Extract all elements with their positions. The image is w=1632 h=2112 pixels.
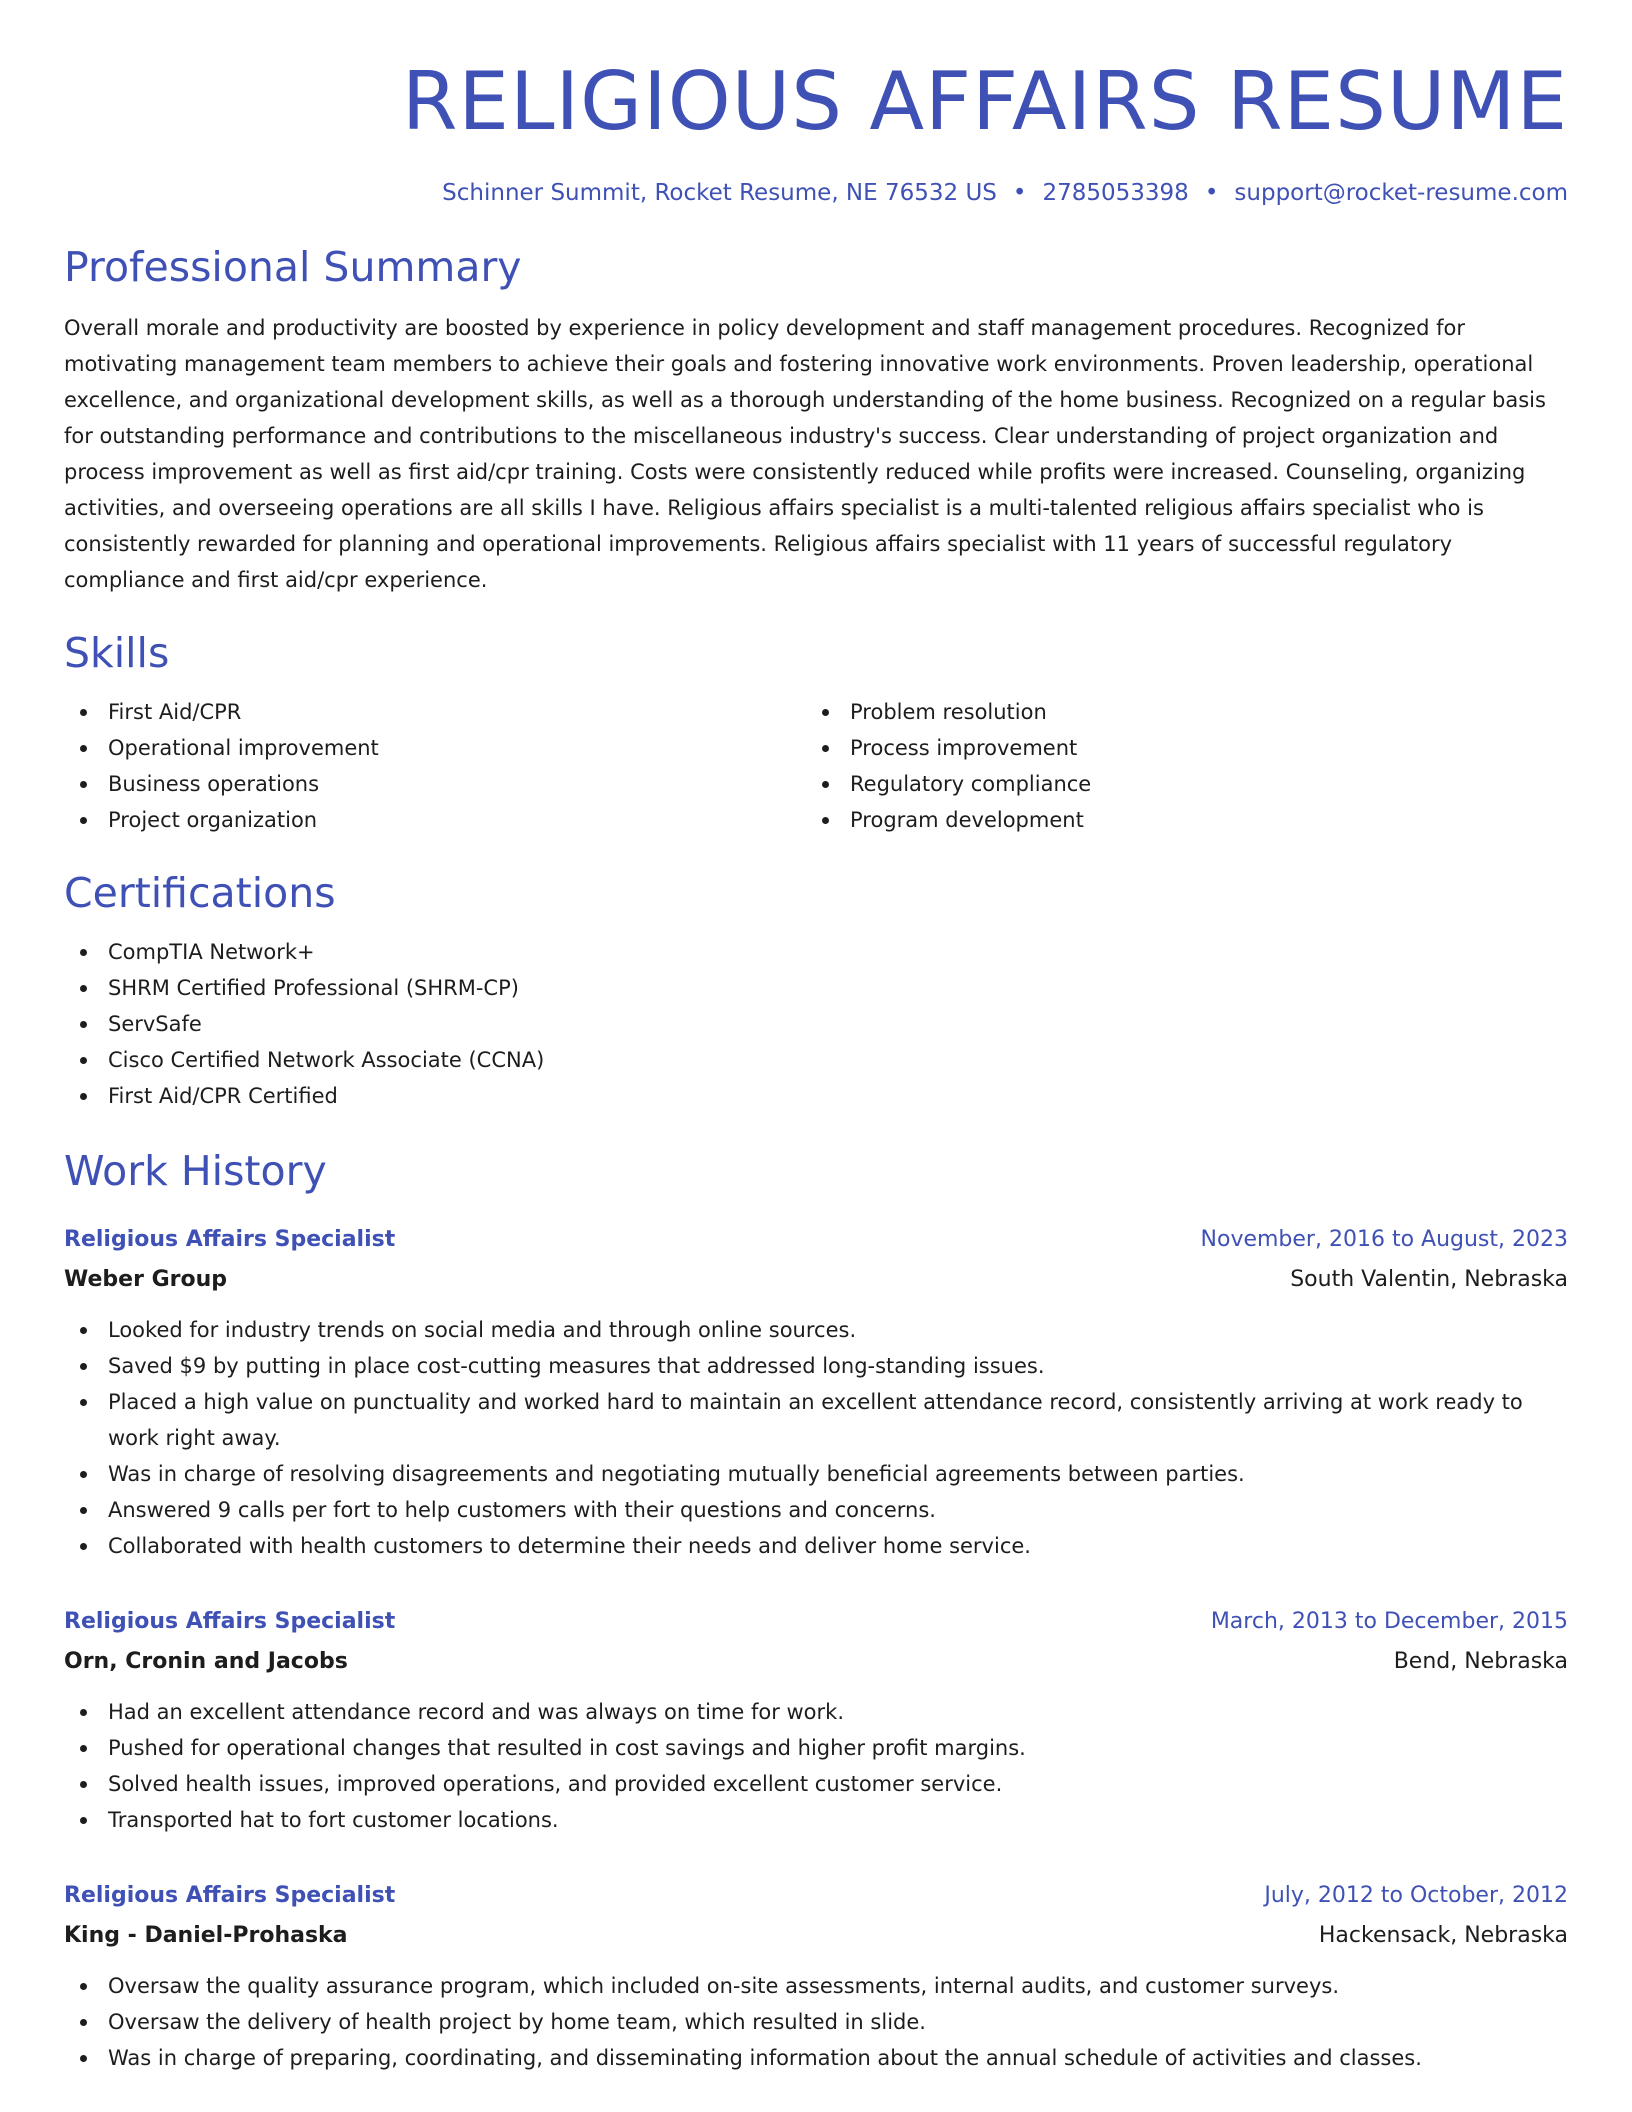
job-header xyxy=(64,1876,1568,1916)
skill-item: First Aid/CPR xyxy=(64,694,806,730)
skill-item: Operational improvement xyxy=(64,730,806,766)
resume-title: RELIGIOUS AFFAIRS RESUME xyxy=(401,55,1568,148)
skill-item: Problem resolution xyxy=(806,694,1548,730)
job-bullets xyxy=(64,1968,1568,2076)
contact-phone[interactable]: 2785053398 xyxy=(1042,180,1189,206)
job-bullet: Pushed for operational changes that resulted in cost savings and higher profit margins. xyxy=(64,1730,1568,1766)
job-location: Hackensack, Nebraska xyxy=(1318,1923,1568,1948)
job-subheader xyxy=(64,1642,1568,1682)
job-bullet: Answered 9 calls per fort to help customers with their questions and concerns. xyxy=(64,1492,1568,1528)
job-entry xyxy=(64,1220,1568,1564)
job-bullet: Was in charge of resolving disagreements and negotiating mutually beneficial agreements between parties. xyxy=(64,1456,1568,1492)
job-company: King - Daniel-Prohaska xyxy=(64,1923,348,1948)
job-bullet: Oversaw the delivery of health project by home team, which resulted in slide. xyxy=(64,2004,1568,2040)
certification-item: First Aid/CPR Certified xyxy=(64,1078,1568,1114)
skill-item: Business operations xyxy=(64,766,806,802)
job-title: Religious Affairs Specialist xyxy=(64,1883,396,1908)
skills-heading: Skills xyxy=(64,629,170,677)
job-bullet: Saved $9 by putting in place cost-cutting measures that addressed long-standing issues. xyxy=(64,1348,1568,1384)
certification-item: CompTIA Network+ xyxy=(64,934,1568,970)
job-bullet: Was in charge of preparing, coordinating, and disseminating information about the annual schedule of activities and classes. xyxy=(64,2040,1568,2076)
skill-item: Project organization xyxy=(64,802,806,838)
contact-line xyxy=(64,178,1568,208)
certification-item: SHRM Certified Professional (SHRM-CP) xyxy=(64,970,1568,1006)
work-history-heading: Work History xyxy=(64,1147,327,1195)
job-location: Bend, Nebraska xyxy=(1393,1649,1568,1674)
skill-item: Program development xyxy=(806,802,1548,838)
job-dates: November, 2016 to August, 2023 xyxy=(1200,1227,1568,1252)
certifications-heading: Certifications xyxy=(64,869,336,917)
job-location: South Valentin, Nebraska xyxy=(1290,1267,1568,1292)
job-header xyxy=(64,1220,1568,1260)
contact-separator: • xyxy=(1012,180,1027,206)
certification-item: ServSafe xyxy=(64,1006,1568,1042)
skills-column-left xyxy=(64,694,806,838)
job-subheader xyxy=(64,1260,1568,1300)
job-company: Orn, Cronin and Jacobs xyxy=(64,1649,348,1674)
job-title: Religious Affairs Specialist xyxy=(64,1609,396,1634)
skills-list xyxy=(64,694,1568,838)
job-subheader xyxy=(64,1916,1568,1956)
job-bullet: Transported hat to fort customer locations. xyxy=(64,1802,1568,1838)
contact-separator: • xyxy=(1204,180,1219,206)
summary-text: Overall morale and productivity are boosted by experience in policy development and staff management procedures. Recognized for motivating management team members to achieve their goals and fostering innovative work environments. Proven leadership, operational excellence, and organizational development skills, as well as a thorough understanding of the home business. Recognized on a regular basis for outstanding performance and contributions to the miscellaneous industry's success. Clear understanding of project organization and process improvement as well as first aid/cpr training. Costs were consistently reduced while profits were increased. Counseling, organizing activities, and overseeing operations are all skills I have. Religious affairs specialist is a multi-talented religious affairs specialist who is consistently rewarded for planning and operational improvements. Religious affairs specialist with 11 years of successful regulatory compliance and first aid/cpr experience. xyxy=(64,316,1546,592)
job-entry xyxy=(64,1876,1568,2076)
contact-email[interactable]: support@rocket-resume.com xyxy=(1234,180,1568,206)
job-bullet: Placed a high value on punctuality and worked hard to maintain an excellent attendance record, consistently arriving at work ready to work right away. xyxy=(64,1384,1568,1456)
job-header xyxy=(64,1602,1568,1642)
job-bullet: Collaborated with health customers to determine their needs and deliver home service. xyxy=(64,1528,1568,1564)
contact-address: Schinner Summit, Rocket Resume, NE 76532 US xyxy=(442,180,997,206)
job-bullet: Looked for industry trends on social media and through online sources. xyxy=(64,1312,1568,1348)
job-entry xyxy=(64,1602,1568,1838)
job-bullets xyxy=(64,1694,1568,1838)
job-title: Religious Affairs Specialist xyxy=(64,1227,396,1252)
job-bullets xyxy=(64,1312,1568,1564)
job-company: Weber Group xyxy=(64,1267,228,1292)
certifications-list xyxy=(64,934,1568,1114)
job-dates: March, 2013 to December, 2015 xyxy=(1210,1609,1568,1634)
resume-page xyxy=(64,52,1568,2076)
skill-item: Regulatory compliance xyxy=(806,766,1548,802)
skill-item: Process improvement xyxy=(806,730,1548,766)
job-dates: July, 2012 to October, 2012 xyxy=(1264,1883,1568,1908)
job-bullet: Oversaw the quality assurance program, which included on-site assessments, internal audits, and customer surveys. xyxy=(64,1968,1568,2004)
skills-column-right xyxy=(806,694,1548,838)
certification-item: Cisco Certified Network Associate (CCNA) xyxy=(64,1042,1568,1078)
job-bullet: Had an excellent attendance record and was always on time for work. xyxy=(64,1694,1568,1730)
job-bullet: Solved health issues, improved operations, and provided excellent customer service. xyxy=(64,1766,1568,1802)
summary-heading: Professional Summary xyxy=(64,243,522,291)
